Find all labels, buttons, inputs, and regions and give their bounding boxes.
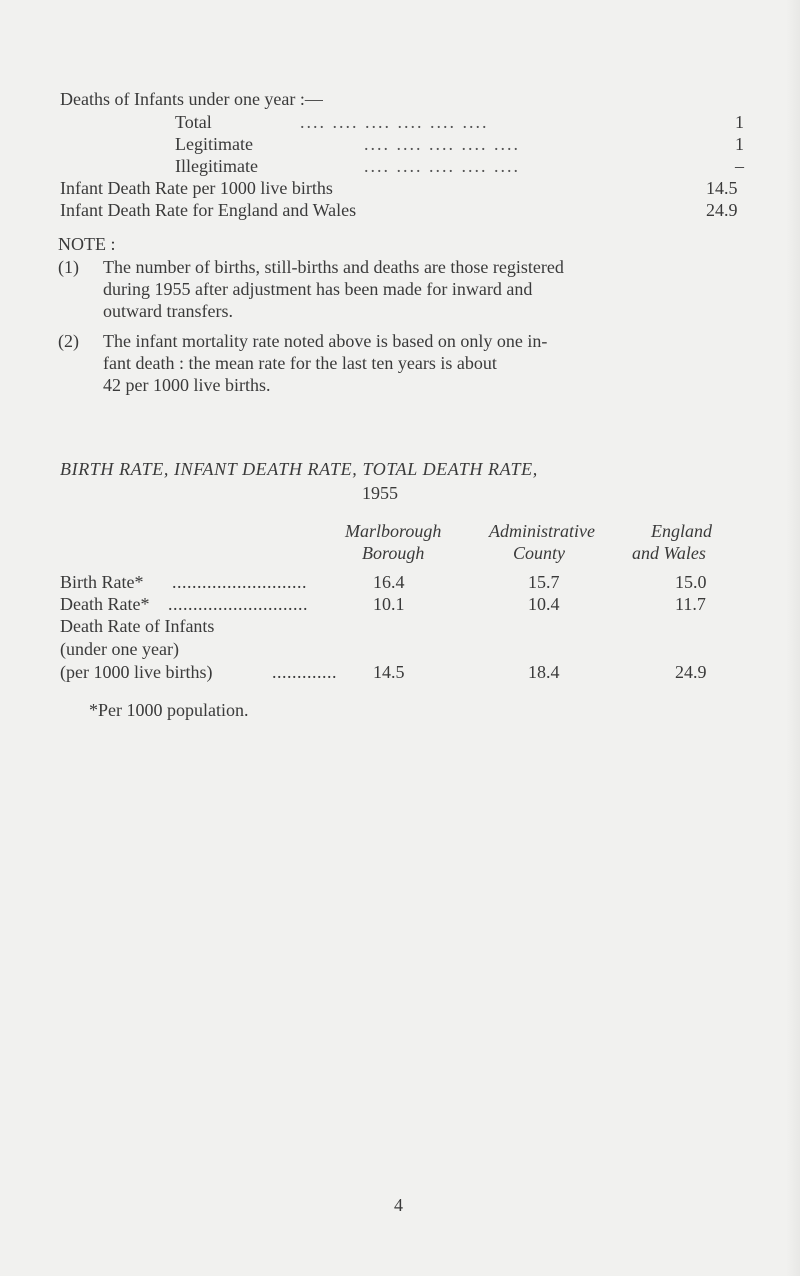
infant-rate-county: 18.4 [528,662,560,682]
legitimate-dots: .... .... .... .... .... [364,134,520,154]
legitimate-label: Legitimate [175,134,253,154]
illegitimate-dots: .... .... .... .... .... [364,156,520,176]
birth-rate-england-wales: 15.0 [675,572,707,592]
infant-rate-label-line: (per 1000 live births) [60,662,213,682]
column-header-wales: and Wales [632,543,706,563]
birth-rate-leader: ........................... [172,572,307,592]
death-rate-leader: ............................ [168,594,308,614]
infant-deaths-heading: Deaths of Infants under one year :— [60,89,323,109]
infant-rate-marlborough: 14.5 [373,662,405,682]
infant-rate-label-line: (under one year) [60,639,179,659]
infant-rate-label-line: Death Rate of Infants [60,616,215,636]
note-2-line: The infant mortality rate noted above is based on only one in- [103,331,548,351]
birth-rate-marlborough: 16.4 [373,572,405,592]
note-2-text [103,330,547,396]
legitimate-value: 1 [735,134,744,154]
death-rate-label: Death Rate* [60,594,150,614]
column-header-administrative: Administrative [489,521,595,541]
note-2-number: (2) [58,331,79,351]
page-number: 4 [394,1195,403,1215]
column-header-county: County [513,543,565,563]
birth-rate-label: Birth Rate* [60,572,144,592]
england-wales-rate-label: Infant Death Rate for England and Wales [60,200,357,220]
birth-rate-county: 15.7 [528,572,560,592]
death-rate-england-wales: 11.7 [675,594,706,614]
note-1-line: during 1955 after adjustment has been made for inward and [103,279,533,299]
note-1-line: outward transfers. [103,301,233,321]
note-1-number: (1) [58,257,79,277]
infant-rate-leader: ............. [272,662,337,682]
per-1000-footnote: *Per 1000 population. [89,700,249,720]
illegitimate-value: – [735,156,744,176]
note-1-line: The number of births, still-births and deaths are those registered [103,257,564,277]
note-2-line: 42 per 1000 live births. [103,375,271,395]
infant-rate-england-wales: 24.9 [675,662,707,682]
page-edge-shading [786,0,800,1276]
note-label: NOTE : [58,234,116,254]
death-rate-county: 10.4 [528,594,560,614]
comparison-year: 1955 [362,483,398,503]
infant-death-rate-value: 14.5 [706,178,738,198]
note-2-line: fant death : the mean rate for the last ten years is about [103,353,497,373]
comparison-title: BIRTH RATE, INFANT DEATH RATE, TOTAL DEATH RATE, [60,459,538,479]
column-header-borough: Borough [362,543,425,563]
england-wales-rate-value: 24.9 [706,200,738,220]
total-label: Total [175,112,212,132]
total-dots: .... .... .... .... .... .... [300,112,489,132]
illegitimate-label: Illegitimate [175,156,258,176]
column-header-england: England [651,521,712,541]
infant-death-rate-label: Infant Death Rate per 1000 live births [60,178,333,198]
death-rate-marlborough: 10.1 [373,594,405,614]
note-1-text [103,256,564,322]
total-value: 1 [735,112,744,132]
column-header-marlborough: Marlborough [345,521,442,541]
